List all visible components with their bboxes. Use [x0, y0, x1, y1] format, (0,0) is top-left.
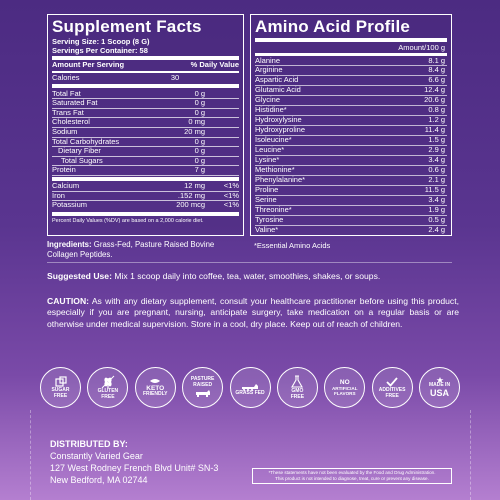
amino-acid-name: Proline: [255, 184, 279, 194]
amino-acid-name: Arginine: [255, 65, 283, 75]
amino-acid-value: 0.8 g: [428, 105, 445, 115]
amino-acid-name: Valine*: [255, 224, 279, 234]
nutrient-name: Cholesterol: [52, 117, 90, 127]
amino-acid-value: 2.1 g: [428, 174, 445, 184]
gluten-free-icon: [101, 375, 115, 389]
nutrient-name: Total Fat: [52, 88, 81, 98]
amino-acid-value: 12.4 g: [424, 85, 445, 95]
amino-acid-row: [255, 216, 447, 226]
suggested-use-text: Mix 1 scoop daily into coffee, tea, water, smoothies, shakes, or soups.: [111, 271, 381, 281]
calories-label: Calories: [52, 73, 80, 83]
amino-acid-row: [255, 206, 447, 216]
amino-acid-name: Lysine*: [255, 155, 280, 165]
facts-header: [52, 61, 239, 70]
amino-acid-panel: [250, 14, 452, 236]
amino-acid-value: 8.4 g: [428, 65, 445, 75]
pasture-raised-icon: [194, 388, 212, 398]
suggested-use-label: Suggested Use:: [47, 271, 112, 281]
nutrient-name: Saturated Fat: [52, 98, 98, 108]
amino-acid-name: Methionine*: [255, 164, 295, 174]
divider-thick: [52, 177, 239, 181]
nutrient-amount: 20 mg: [184, 127, 205, 137]
amino-acid-value: 8.1 g: [428, 55, 445, 65]
divider-mid: [52, 71, 239, 74]
divider-thick: [255, 38, 447, 42]
amino-acid-name: Phenylalanine*: [255, 174, 306, 184]
nutrient-name: Dietary Fiber: [58, 146, 101, 156]
distributor-block: [50, 438, 218, 486]
calories-value: 30: [170, 73, 180, 83]
made-in-usa-badge: MADE IN USA: [419, 367, 460, 408]
servings-per-container: Servings Per Container: 58: [52, 46, 148, 55]
no-artificial-flavors-badge: NO ARTIFICIAL FLAVORS: [324, 367, 365, 408]
amino-acid-name: Leucine*: [255, 145, 285, 155]
divider-thick: [52, 212, 239, 216]
sugar-free-badge: SUGAR FREE: [40, 367, 81, 408]
amino-acid-name: Tyrosine: [255, 214, 284, 224]
nutrient-row: [52, 201, 239, 210]
serving-size: Serving Size: 1 Scoop (8 G): [52, 37, 150, 46]
fold-line-left: [30, 410, 31, 500]
daily-value-label: % Daily Value: [190, 60, 239, 69]
caution-label: CAUTION:: [47, 296, 90, 306]
amino-acid-title: Amino Acid Profile: [255, 17, 411, 36]
nutrient-name: Sodium: [52, 127, 78, 137]
amino-acid-name: Hydroxylysine: [255, 115, 302, 125]
amino-acid-value: 2.9 g: [428, 145, 445, 155]
amino-acid-name: Threonine*: [255, 204, 292, 214]
amino-acid-value: 6.6 g: [428, 75, 445, 85]
amino-acid-row: [255, 186, 447, 196]
ingredients-label: Ingredients:: [47, 240, 92, 249]
distributor-name: Constantly Varied Gear: [50, 451, 143, 461]
nutrient-amount: 0 g: [194, 146, 205, 156]
amino-acid-name: Alanine: [255, 55, 281, 65]
amino-acid-value: 1.5 g: [428, 135, 445, 145]
amino-acid-name: Aspartic Acid: [255, 75, 299, 85]
grass-fed-badge: GRASS FED: [230, 367, 271, 408]
distributor-address-line1: 127 West Rodney French Blvd Unit# SN-3: [50, 463, 219, 473]
amino-acid-value: 20.6 g: [424, 95, 445, 105]
amino-acid-name: Histidine*: [255, 105, 287, 115]
nutrient-amount: 7 g: [194, 165, 205, 175]
keto-friendly-badge: KETO FRIENDLY: [135, 367, 176, 408]
nutrient-name: Calcium: [52, 181, 80, 191]
amino-acid-value: 3.4 g: [428, 155, 445, 165]
section-divider: [47, 262, 452, 263]
ingredients: [47, 240, 247, 260]
amino-acid-row: [255, 226, 447, 236]
gluten-free-badge: GLUTEN FREE: [87, 367, 128, 408]
amino-acid-name: Isoleucine*: [255, 135, 292, 145]
supplement-facts-title: Supplement Facts: [52, 17, 202, 36]
amino-acid-name: Glycine: [255, 95, 281, 105]
amino-acid-value: 11.5 g: [424, 184, 445, 194]
amino-acid-row: [255, 176, 447, 186]
nutrient-daily-value: <1%: [223, 181, 239, 191]
nutrient-amount: 0 mg: [188, 117, 205, 127]
divider-mid: [255, 53, 447, 56]
suggested-use: [47, 271, 467, 282]
gmo-free-icon: [290, 375, 304, 389]
amino-acid-name: Hydroxyproline: [255, 125, 306, 135]
ingredients-text: Grass-Fed, Pasture Raised Bovine Collagen Peptides.: [47, 240, 215, 259]
caution: [47, 296, 459, 330]
nutrient-name: Total Carbohydrates: [52, 136, 120, 146]
nutrient-amount: 0 g: [194, 98, 205, 108]
distributor-heading: DISTRIBUTED BY:: [50, 439, 128, 449]
nutrient-rows: [52, 89, 239, 176]
nutrient-name: Protein: [52, 165, 76, 175]
divider-thick: [52, 84, 239, 88]
supplement-facts-panel: [47, 14, 244, 236]
gmo-free-badge: GMO FREE: [277, 367, 318, 408]
nutrient-row: [52, 157, 239, 167]
nutrient-amount: 0 g: [194, 136, 205, 146]
calories-row: [52, 74, 239, 83]
fda-disclaimer: *These statements have not been evaluated by the Food and Drug Administration. This product is not intended to diagnose, treat, cure or prevent any disease.: [252, 468, 452, 484]
pasture-raised-badge: PASTURE RAISED: [182, 367, 223, 408]
amino-acid-value: 0.5 g: [428, 214, 445, 224]
nutrient-name: Iron: [52, 190, 65, 200]
grass-fed-icon: [241, 379, 259, 391]
amino-acid-row: [255, 146, 447, 156]
nutrient-daily-value: <1%: [223, 190, 239, 200]
additives-free-badge: ADDITIVES FREE: [372, 367, 413, 408]
amino-acid-name: Serine: [255, 194, 277, 204]
amino-acid-header: Amount/100 g: [398, 43, 445, 52]
amino-acid-value: 3.4 g: [428, 194, 445, 204]
amino-acid-value: 2.4 g: [428, 224, 445, 234]
amount-per-serving-label: Amount Per Serving: [52, 60, 125, 69]
nutrient-name: Trans Fat: [52, 107, 84, 117]
amino-acid-value: 11.4 g: [424, 125, 445, 135]
nutrient-row: [52, 118, 239, 128]
essential-amino-note: *Essential Amino Acids: [254, 241, 331, 250]
nutrient-amount: 0 g: [194, 155, 205, 165]
amino-acid-rows: [255, 57, 447, 236]
keto-friendly-icon: [149, 377, 161, 385]
mineral-rows: [52, 182, 239, 210]
nutrient-name: Potassium: [52, 200, 88, 210]
amino-acid-value: 1.9 g: [428, 204, 445, 214]
nutrient-name: Total Sugars: [61, 155, 103, 165]
nutrient-amount: 0 g: [194, 88, 205, 98]
amino-acid-row: [255, 86, 447, 96]
nutrient-daily-value: <1%: [223, 200, 239, 210]
amino-acid-value: 0.6 g: [428, 164, 445, 174]
fold-line-right: [470, 410, 471, 500]
nutrient-amount: 12 mg: [184, 181, 205, 191]
distributor-address-line2: New Bedford, MA 02744: [50, 475, 148, 485]
badge-row: [40, 367, 460, 408]
amino-acid-row: [255, 57, 447, 67]
amino-acid-name: Glutamic Acid: [255, 85, 301, 95]
daily-value-footnote: Percent Daily Values (%DV) are based on a 2,000 calorie diet.: [52, 217, 204, 224]
caution-text: As with any dietary supplement, consult your healthcare practitioner before using this product, especially if you are pregnant, nursing, anticipate surgery, take medication on a regular basis or are otherwise under medical supervision. Store in a cool, dry place. Keep out of reach of children.: [47, 296, 459, 329]
nutrient-amount: 0 g: [194, 107, 205, 117]
amino-acid-value: 1.2 g: [428, 115, 445, 125]
nutrient-amount: .152 mg: [177, 190, 205, 200]
nutrient-row: [52, 182, 239, 192]
nutrient-amount: 200 mcg: [176, 200, 205, 210]
nutrient-row: [52, 166, 239, 176]
